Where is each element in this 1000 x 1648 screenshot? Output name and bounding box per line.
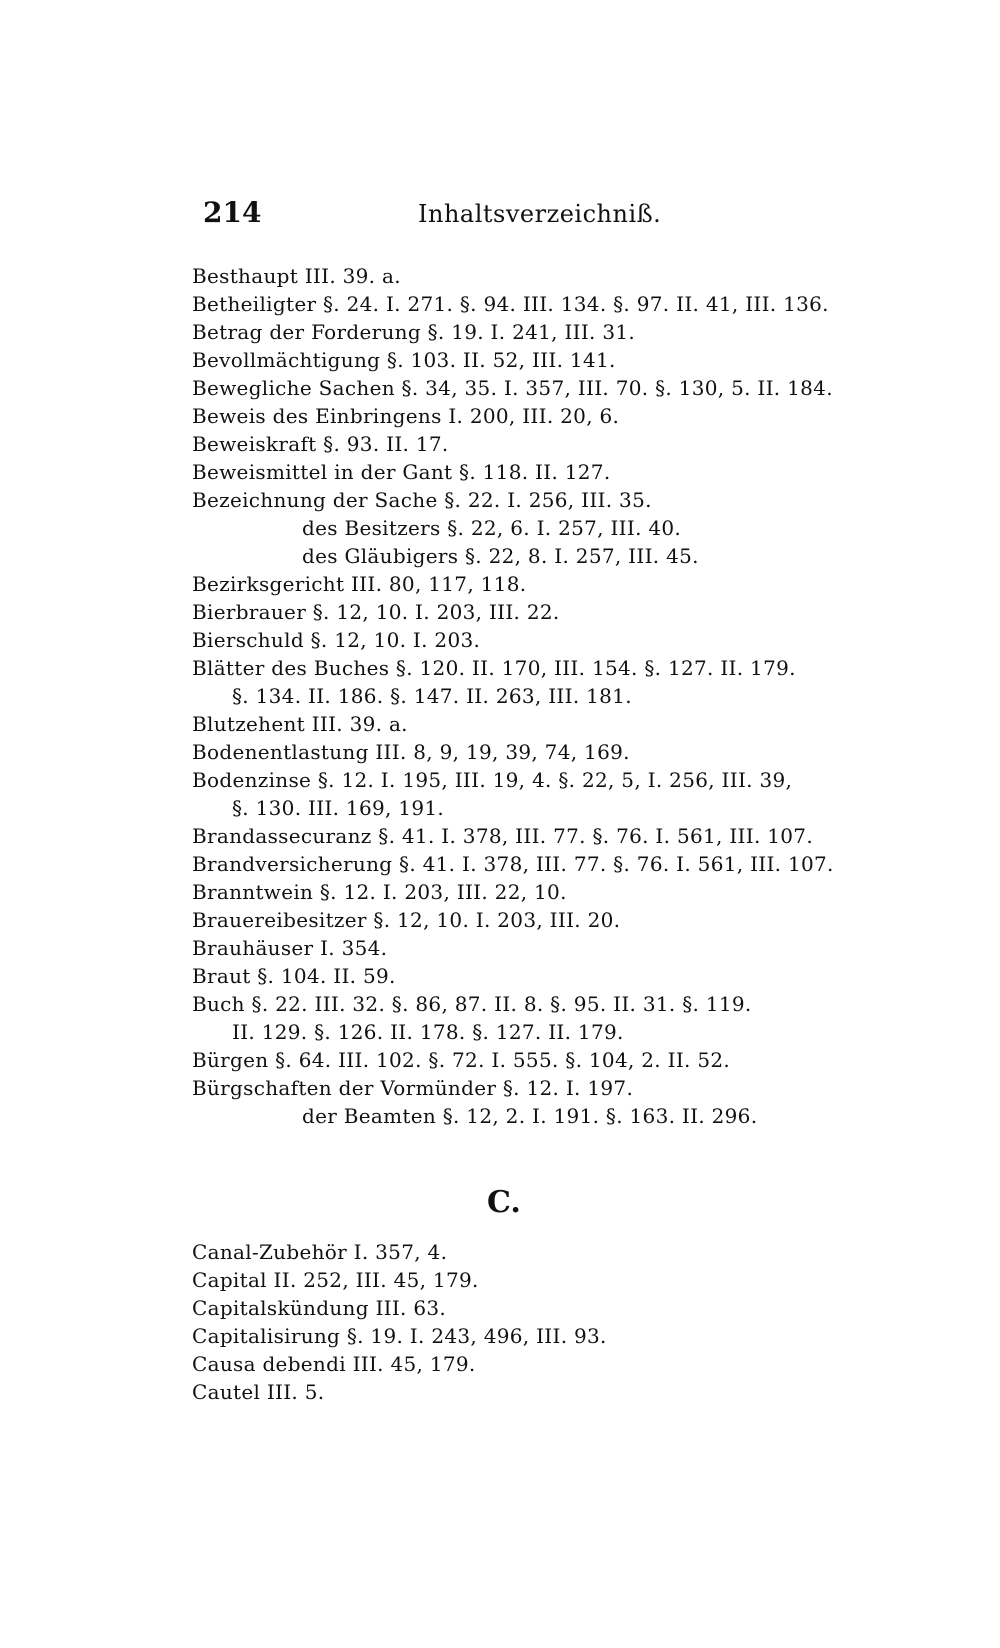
index-entry: Bevollmächtigung §. 103. II. 52, III. 141. <box>192 348 616 372</box>
index-entry: Bierbrauer §. 12, 10. I. 203, III. 22. <box>192 600 560 624</box>
index-entry: Blätter des Buches §. 120. II. 170, III. 154. §. 127. II. 179. <box>192 656 796 680</box>
index-entry: Brandversicherung §. 41. I. 378, III. 77. §. 76. I. 561, III. 107. <box>192 852 834 876</box>
index-continuation: II. 129. §. 126. II. 178. §. 127. II. 179. <box>232 1020 624 1044</box>
index-entry: Bodenzinse §. 12. I. 195, III. 19, 4. §. 22, 5, I. 256, III. 39, <box>192 768 793 792</box>
index-entry: Canal-Zubehör I. 357, 4. <box>192 1240 448 1264</box>
index-entry: Beweis des Einbringens I. 200, III. 20, 6. <box>192 404 620 428</box>
page-number: 214 <box>203 196 262 229</box>
index-entry: Buch §. 22. III. 32. §. 86, 87. II. 8. §. 95. II. 31. §. 119. <box>192 992 752 1016</box>
index-entry: Branntwein §. 12. I. 203, III. 22, 10. <box>192 880 567 904</box>
index-entry: Bezeichnung der Sache §. 22. I. 256, III. 35. <box>192 488 652 512</box>
index-entry: Cautel III. 5. <box>192 1380 325 1404</box>
index-subentry: des Gläubigers §. 22, 8. I. 257, III. 45. <box>302 544 699 568</box>
index-entry: Bodenentlastung III. 8, 9, 19, 39, 74, 169. <box>192 740 630 764</box>
index-entry: Bierschuld §. 12, 10. I. 203. <box>192 628 481 652</box>
index-subentry: des Besitzers §. 22, 6. I. 257, III. 40. <box>302 516 682 540</box>
index-subentry: der Beamten §. 12, 2. I. 191. §. 163. II. 296. <box>302 1104 758 1128</box>
section-heading-c: C. <box>487 1185 521 1220</box>
index-entry: Betheiligter §. 24. I. 271. §. 94. III. 134. §. 97. II. 41, III. 136. <box>192 292 829 316</box>
index-entry: Capitalisirung §. 19. I. 243, 496, III. 93. <box>192 1324 607 1348</box>
index-entry: Capital II. 252, III. 45, 179. <box>192 1268 479 1292</box>
index-entry: Besthaupt III. 39. a. <box>192 264 401 288</box>
index-continuation: §. 130. III. 169, 191. <box>232 796 445 820</box>
index-entry: Betrag der Forderung §. 19. I. 241, III. 31. <box>192 320 636 344</box>
index-entry: Bewegliche Sachen §. 34, 35. I. 357, III. 70. §. 130, 5. II. 184. <box>192 376 833 400</box>
index-entry: Beweismittel in der Gant §. 118. II. 127. <box>192 460 611 484</box>
index-entry: Beweiskraft §. 93. II. 17. <box>192 432 449 456</box>
page-title: Inhaltsverzeichniß. <box>418 200 662 228</box>
index-entry: Capitalskündung III. 63. <box>192 1296 447 1320</box>
index-entry: Blutzehent III. 39. a. <box>192 712 408 736</box>
index-entry: Braut §. 104. II. 59. <box>192 964 396 988</box>
index-entry: Bürgen §. 64. III. 102. §. 72. I. 555. §. 104, 2. II. 52. <box>192 1048 731 1072</box>
index-entry: Bürgschaften der Vormünder §. 12. I. 197. <box>192 1076 634 1100</box>
index-entry: Causa debendi III. 45, 179. <box>192 1352 476 1376</box>
index-entry: Brauhäuser I. 354. <box>192 936 388 960</box>
index-entry: Bezirksgericht III. 80, 117, 118. <box>192 572 527 596</box>
index-entry: Brauereibesitzer §. 12, 10. I. 203, III. 20. <box>192 908 621 932</box>
index-entry: Brandassecuranz §. 41. I. 378, III. 77. §. 76. I. 561, III. 107. <box>192 824 813 848</box>
index-continuation: §. 134. II. 186. §. 147. II. 263, III. 181. <box>232 684 632 708</box>
